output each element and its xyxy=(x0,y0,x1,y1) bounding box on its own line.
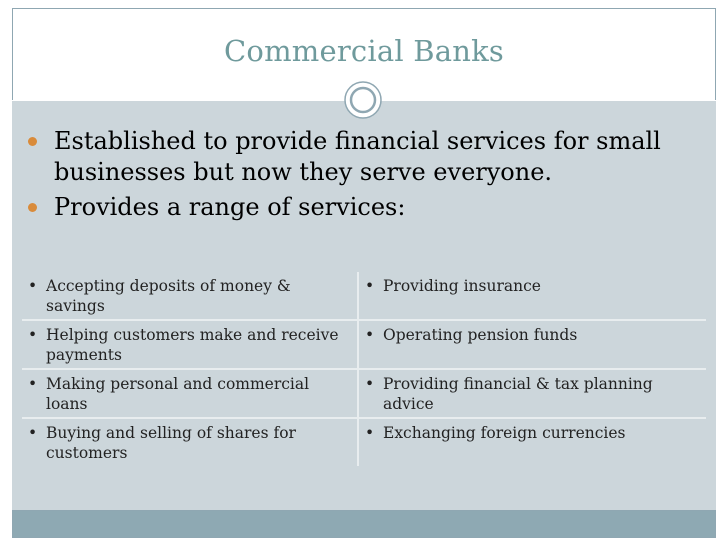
table-row xyxy=(22,272,706,320)
table-row xyxy=(22,320,706,369)
footer-bar xyxy=(12,510,716,538)
table-cell xyxy=(22,418,358,466)
bullet-icon xyxy=(28,137,37,146)
cell-text: Providing financial & tax planning advice xyxy=(383,375,653,413)
table-cell xyxy=(22,320,358,369)
cell-text: Helping customers make and receive payments xyxy=(46,326,339,364)
table-cell xyxy=(358,320,706,369)
table-cell xyxy=(358,369,706,418)
bullet-item xyxy=(22,192,702,223)
bullet-icon xyxy=(28,203,37,212)
bullet-icon: • xyxy=(365,326,375,344)
bullet-icon: • xyxy=(28,326,38,344)
cell-text: Exchanging foreign currencies xyxy=(383,424,626,442)
cell-text: Accepting deposits of money & savings xyxy=(46,277,291,315)
cell-text: Operating pension funds xyxy=(383,326,578,344)
table-cell xyxy=(22,369,358,418)
bullet-text: Established to provide financial services for small businesses but now they serve everyone. xyxy=(54,127,661,186)
table-cell xyxy=(22,272,358,320)
bullet-text: Provides a range of services: xyxy=(54,193,406,221)
circle-ornament-icon xyxy=(343,80,383,120)
table-cell xyxy=(358,272,706,320)
services-table xyxy=(22,272,706,466)
table-cell xyxy=(358,418,706,466)
bullet-icon: • xyxy=(28,277,38,295)
slide-title: Commercial Banks xyxy=(224,34,504,68)
bullet-icon: • xyxy=(365,424,375,442)
cell-text: Providing insurance xyxy=(383,277,541,295)
table-row xyxy=(22,369,706,418)
cell-text: Making personal and commercial loans xyxy=(46,375,310,413)
table-row xyxy=(22,418,706,466)
bullet-item xyxy=(22,126,702,188)
bullet-icon: • xyxy=(365,375,375,393)
bullet-icon: • xyxy=(28,424,38,442)
bullet-icon: • xyxy=(365,277,375,295)
cell-text: Buying and selling of shares for customers xyxy=(46,424,296,462)
bullet-icon: • xyxy=(28,375,38,393)
main-bullet-list xyxy=(22,126,702,227)
